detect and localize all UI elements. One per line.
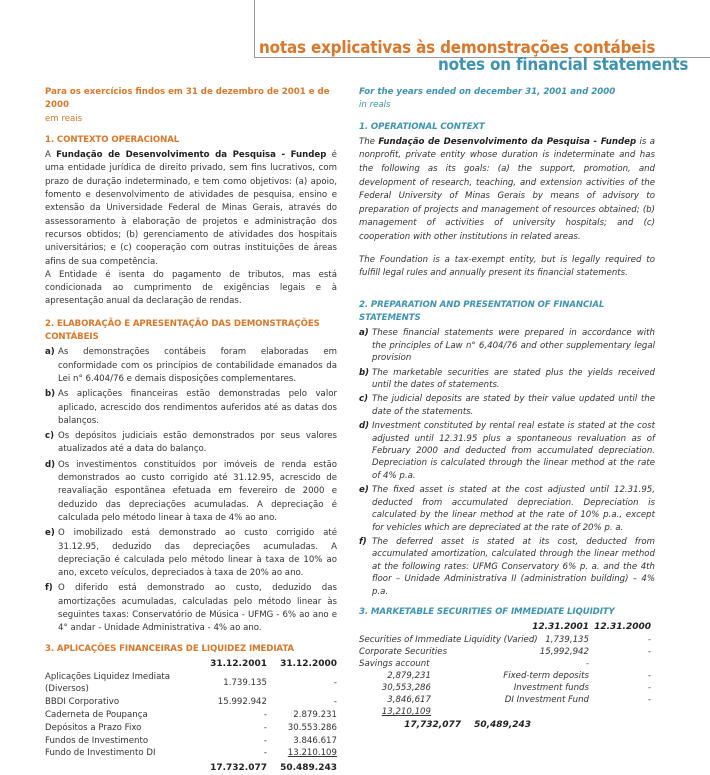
list-item: [45, 430, 337, 457]
list-item: [359, 327, 655, 364]
paragraph-prefix: A: [45, 150, 57, 161]
item-text: The fixed asset is stated at the cost adjusted until 12.31.95, deducted from accumulated depreciation. Depreciation is calculated by the linear method at the rate of 10% p.a., except for vehicles which are depreciated at the rate of 20% p. a.: [372, 485, 655, 533]
row-label: BBDI Corporativo: [45, 697, 120, 708]
paragraph-prefix: The: [359, 136, 379, 147]
section-3-title: 3. APLICAÇÕES FINANCEIRAS DE LIQUIDEZ IMEDIATA: [45, 643, 294, 654]
total-2001: 17.732.077: [210, 763, 267, 774]
item-label: a): [359, 328, 369, 339]
section-1-title: 1. OPERATIONAL CONTEXT: [359, 121, 485, 132]
section-2-title: 2. PREPARATION AND PRESENTATION OF FINANCIAL STATEMENTS: [359, 299, 605, 324]
value: 30,553,286: [381, 683, 431, 694]
value-2001: -: [263, 748, 267, 759]
total-2000: 50,489,243: [474, 720, 531, 731]
section-1-paragraph-1: [359, 136, 655, 245]
item-label: c): [359, 394, 369, 405]
list-item: [45, 346, 337, 386]
value-2001: -: [263, 735, 267, 746]
section-1-paragraph-2: The Foundation is a tax-exempt entity, but is legally required to fulfill legal rules and annually present its financial statements.: [359, 254, 655, 279]
table-header-row: [45, 658, 337, 671]
paragraph-text: is a nonprofit, private entity whose duration is indeterminate and has the following as its goals: (a) the support, promotion, and development of research, teaching, and extension activities of the Federal University of Minas Gerais by means of advisory to preparation of projects and management of resources obtained; (b) management of activities of university hospitals; and (c) cooperation with other institutions in related areas.: [359, 136, 655, 243]
table-total-row: [45, 760, 337, 775]
list-item: [359, 420, 655, 482]
item-text: Os depósitos judiciais estão demonstrados por seus valores atualizados até a data do balanço.: [58, 431, 337, 455]
value-2000: 2.879.231: [293, 710, 337, 721]
value-2000: 13.210.109: [287, 748, 337, 759]
item-text: O imobilizado está demonstrado ao custo corrigido até 31.12.95, deduzido das depreciações acumuladas. A depreciação é calculada pelo método linear à taxa de 10% ao ano, exceto veículos, depreciados à taxa de 20% ao ano.: [58, 528, 337, 579]
item-label: d): [45, 459, 56, 470]
value-2001: 15,992,942: [539, 647, 589, 658]
section-1-paragraph-1: [45, 149, 337, 269]
item-text: As demonstrações contábeis foram elaboradas em conformidade com os princípios de contabilidade emanados da Lei n° 6.404/76 e demais disposições complementares.: [58, 347, 337, 384]
portuguese-column: [45, 86, 337, 775]
item-text: As aplicações financeiras estão demonstradas pelo valor aplicado, acrescido dos rendimentos auferidos até as datas dos balanços.: [58, 389, 337, 426]
item-label: a): [45, 347, 55, 358]
item-text: O diferido está demonstrado ao custo, deduzido das amortizações acumuladas, calculadas pelo método linear às seguintes taxas: Conservatório de Música - UFMG - 6% ao ano e 4° andar - Unidade Administrativa - 4% ao ano.: [58, 583, 337, 634]
row-label: Corporate Securities: [359, 647, 448, 658]
section-2-list: [359, 327, 655, 598]
marketable-securities-table: [359, 621, 655, 741]
period-heading: Para os exercícios findos em 31 de dezembro de 2001 e de 2000: [45, 87, 330, 111]
table-row: [45, 696, 337, 709]
table-row: [45, 735, 337, 748]
section-1-title: 1. CONTEXTO OPERACIONAL: [45, 134, 180, 145]
currency-unit: em reais: [45, 113, 83, 124]
item-label: b): [45, 389, 56, 400]
column-header-2000: 12.31.2000: [594, 622, 651, 633]
value: 2,879,231: [387, 671, 431, 682]
currency-unit: in reals: [359, 100, 391, 111]
item-label: b): [359, 367, 370, 378]
list-item: [359, 393, 655, 418]
item-label: d): [359, 421, 370, 432]
item-label: f): [359, 536, 367, 547]
value-2001: 15.992.942: [217, 697, 267, 708]
table-row: [45, 671, 337, 697]
value-2001: 1.739.135: [223, 678, 267, 689]
item-text: Investment constituted by rental real estate is stated at the cost adjusted until 12.31.95 plus a spontaneous revaluation as of February 2000 and deducted from accumulated depreciation. Depreciation is calculated through the linear method at the rate of 4% p.a.: [372, 421, 655, 481]
organization-name: Fundação de Desenvolvimento da Pesquisa - Fundep: [56, 150, 327, 161]
section-1-paragraph-2: A Entidade é isenta do pagamento de tributos, mas está condicionada ao cumprimento de exigências legais e à apresentação anual da declaração de rendas.: [45, 269, 337, 307]
page-title-english: notes on financial statements: [438, 55, 689, 74]
value-2001: 1,739,135: [545, 635, 589, 646]
list-item: [45, 459, 337, 525]
value-2000: 30.553.286: [287, 722, 337, 733]
item-label: e): [359, 485, 369, 496]
item-text: Os investimentos constituídos por imóveis de renda estão demonstrados ao custo corrigido até 31.12.95, acrescido de reavaliação espontânea efetuada em fevereiro de 2000 e deduzido das depreciações acumuladas. A depreciação é calculada pelo método linear à taxa de 4% ao ano.: [58, 459, 337, 523]
value: 13,210,109: [381, 707, 431, 718]
period-heading: For the years ended on december 31, 2001 and 2000: [359, 87, 616, 97]
value-2000: -: [647, 647, 651, 658]
value-2000-cell: [267, 747, 337, 760]
value-2000: -: [333, 678, 337, 689]
table-row: [45, 709, 337, 722]
value-2001: -: [263, 722, 267, 733]
value-2000: -: [333, 697, 337, 708]
list-item: [359, 367, 655, 392]
item-label: f): [45, 583, 53, 594]
item-label: c): [45, 431, 55, 442]
list-item: [45, 582, 337, 635]
row-label: Savings account: [359, 659, 430, 670]
paragraph-text: é uma entidade jurídica de direito privado, sem fins lucrativos, com prazo de duração indeterminado, e tem como objetivos: (a) apoio, fomento e desenvolvimento de atividades de pesquisa, ensino e extensão da Universidade Federal de Minas Gerais, através do assessoramento à elaboração de projetos e administração dos recursos obtidos; (b) gerenciamento de atividades dos hospitais universitários; e (c) cooperação com outras instituições de áreas afins de sua competência.: [45, 150, 337, 267]
value-2000: -: [647, 695, 651, 706]
section-2-title: 2. ELABORAÇÃO E APRESENTAÇÃO DAS DEMONSTRAÇÕES CONTÁBEIS: [45, 318, 320, 343]
organization-name: Fundação de Desenvolvimento da Pesquisa - Fundep: [378, 136, 637, 147]
english-column: [359, 86, 655, 741]
value-2001: -: [585, 659, 589, 670]
list-item: [359, 536, 655, 598]
value-2000: 3.846.617: [293, 735, 337, 746]
column-header-2000: 31.12.2000: [280, 658, 337, 669]
table-row: [45, 747, 337, 760]
row-label: Fundo de Investimento DI: [45, 748, 156, 759]
column-header-2001: 31.12.2001: [210, 658, 267, 669]
section-2-list: [45, 346, 337, 635]
value-2001: -: [263, 710, 267, 721]
value-2000: -: [647, 683, 651, 694]
list-item: [359, 484, 655, 534]
table-row: [45, 722, 337, 735]
item-text: These financial statements were prepared in accordance with the principles of Law n° 6,404/76 and other supplementary legal provision: [372, 328, 655, 364]
row-label: Depósitos a Prazo Fixo: [45, 722, 142, 733]
row-label: Fixed-term deposits: [503, 671, 589, 682]
list-item: [45, 527, 337, 580]
total-2000: 50.489.243: [280, 763, 337, 774]
row-label: Caderneta de Poupança: [45, 710, 148, 721]
page-title-portuguese: notas explicativas às demonstrações contábeis: [259, 38, 656, 57]
row-label: Aplicações Liquidez Imediata (Diversos): [45, 671, 170, 695]
item-text: The deferred asset is stated at its cost, deducted from accumulated amortization, calculated through the linear method at the following rates: UFMG Conservatory 6% p. a. and the 4th floor – Unidade Administrativa II (administration building) – 4% p.a.: [372, 536, 655, 597]
total-2001: 17,732,077: [404, 720, 461, 731]
item-text: The judicial deposits are stated by their value updated until the date of the statements.: [372, 394, 655, 417]
item-label: e): [45, 528, 55, 539]
financial-investments-table: [45, 658, 337, 775]
value-2000: -: [647, 671, 651, 682]
header-frame-vertical-line: [254, 0, 255, 58]
row-label: Fundos de Investimento: [45, 735, 149, 746]
list-item: [45, 388, 337, 428]
section-3-title: 3. MARKETABLE SECURITIES OF IMMEDIATE LIQUIDITY: [359, 606, 615, 617]
row-label: Investment funds: [513, 683, 589, 694]
item-text: The marketable securities are stated plus the yields received until the dates of statements.: [372, 367, 655, 391]
value-2000: -: [647, 635, 651, 646]
column-header-2001: 12.31.2001: [532, 622, 589, 633]
value: 3,846,617: [387, 695, 431, 706]
row-label: Securities of Immediate Liquidity (Varied): [359, 635, 538, 646]
row-label: DI Investment Fund: [504, 695, 589, 706]
